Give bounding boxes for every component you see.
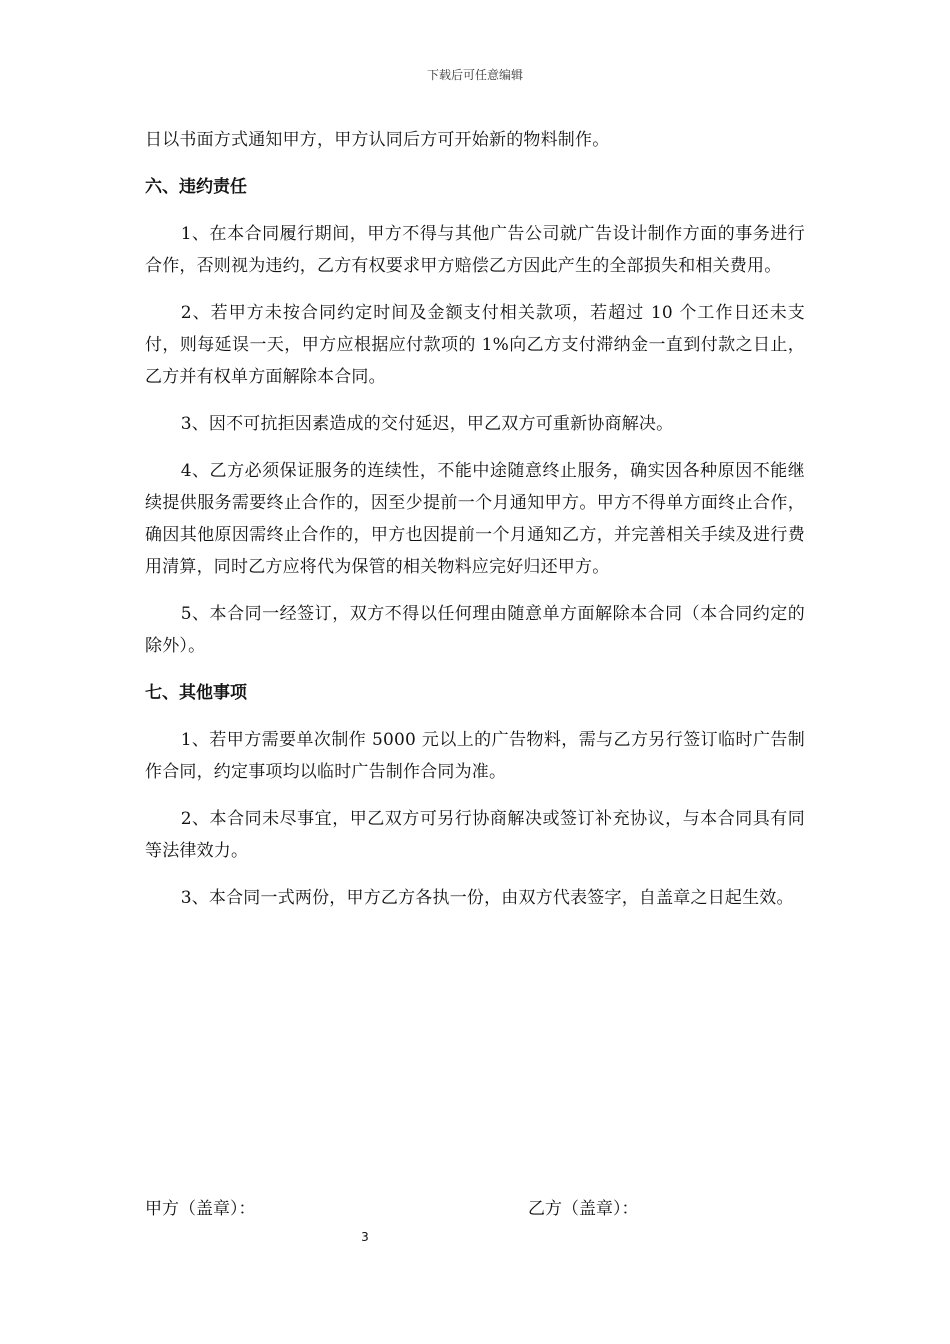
party-b-seal-label: 乙方（盖章）： (528, 1199, 639, 1219)
header-note: 下载后可任意编辑 (426, 68, 523, 82)
contract-body (145, 124, 805, 929)
clause-paragraph: 3、本合同一式两份，甲方乙方各执一份，由双方代表签字，自盖章之日起生效。 (180, 888, 794, 908)
signature-block (145, 1194, 845, 1226)
clause-paragraph: 1、若甲方需要单次制作 5000 元以上的广告物料，需与乙方另行签订临时广告制作合同，约定事项均以临时广告制作合同为准。 (145, 730, 805, 782)
clause-paragraph: 3、因不可抗拒因素造成的交付延迟，甲乙双方可重新协商解决。 (180, 414, 674, 434)
clause-paragraph: 4、乙方必须保证服务的连续性，不能中途随意终止服务，确实因各种原因不能继续提供服务需要终止合作的，因至少提前一个月通知甲方。甲方不得单方面终止合作，确因其他原因需终止合作的，甲方也因提前一个月通知乙方，并完善相关手续及进行费用清算，同时乙方应将代为保管的相关物料应完好归还甲方。 (145, 461, 805, 577)
section-heading-other: 七、其他事项 (145, 683, 247, 703)
clause-paragraph: 2、本合同未尽事宜，甲乙双方可另行协商解决或签订补充协议，与本合同具有同等法律效力。 (145, 809, 805, 861)
continuation-paragraph: 日以书面方式通知甲方，甲方认同后方可开始新的物料制作。 (145, 130, 610, 150)
section-heading-breach: 六、违约责任 (145, 177, 247, 197)
clause-paragraph: 5、本合同一经签订，双方不得以任何理由随意单方面解除本合同（本合同约定的除外）。 (145, 604, 805, 656)
page-number: 3 (361, 1230, 369, 1244)
clause-paragraph: 1、在本合同履行期间，甲方不得与其他广告公司就广告设计制作方面的事务进行合作，否则视为违约，乙方有权要求甲方赔偿乙方因此产生的全部损失和相关费用。 (145, 224, 805, 276)
party-a-seal-label: 甲方（盖章）： (145, 1199, 256, 1219)
clause-paragraph: 2、若甲方未按合同约定时间及金额支付相关款项，若超过 10 个工作日还未支付，则每延误一天，甲方应根据应付款项的 1%向乙方支付滞纳金一直到付款之日止，乙方并有权单方面解除本合同。 (145, 303, 805, 387)
